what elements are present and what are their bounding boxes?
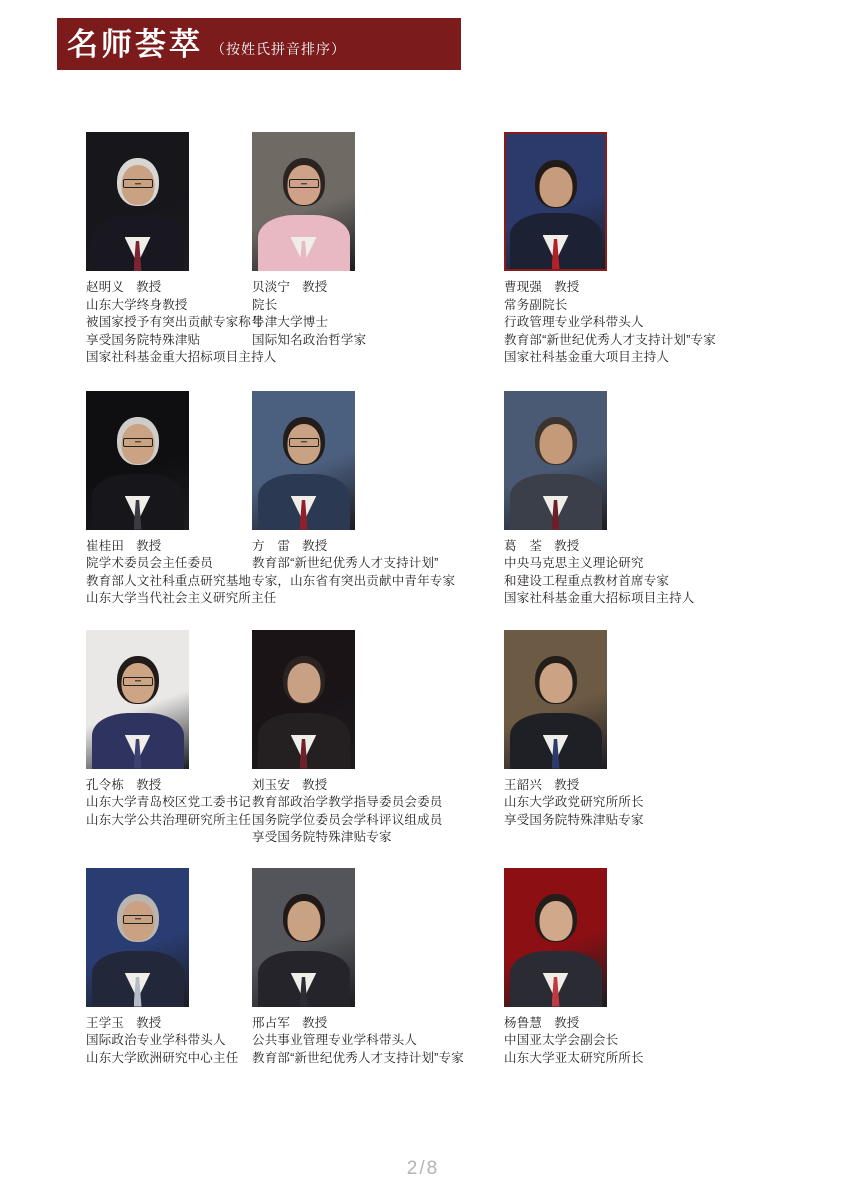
faculty-portrait xyxy=(252,868,355,1007)
glasses-icon xyxy=(123,677,153,686)
faculty-title: 教授 xyxy=(554,777,580,792)
faculty-name-line xyxy=(86,538,252,556)
faculty-detail-line: 国务院学位委员会学科评议组成员 xyxy=(252,812,443,827)
faculty-portrait xyxy=(504,630,607,769)
faculty-detail-line: 教育部“新世纪优秀人才支持计划”专家 xyxy=(504,332,716,347)
faculty-title: 教授 xyxy=(136,777,162,792)
faculty-name-line xyxy=(252,538,504,556)
faculty-info xyxy=(504,279,804,367)
faculty-portrait xyxy=(504,132,607,271)
faculty-portrait xyxy=(504,391,607,530)
page-number: 2/8 xyxy=(406,1158,440,1179)
faculty-name: 崔桂田 xyxy=(86,538,125,553)
faculty-detail-line: 山东大学公共治理研究所主任 xyxy=(86,812,252,827)
faculty-detail-line: 常务副院长 xyxy=(504,297,568,312)
faculty-row xyxy=(0,132,846,367)
glasses-icon xyxy=(289,438,319,447)
faculty-title: 教授 xyxy=(302,538,328,553)
faculty-portrait xyxy=(86,391,189,530)
faculty-detail-line: 教育部“新世纪优秀人才支持计划”专家 xyxy=(252,1050,464,1065)
faculty-detail-line: 和建设工程重点教材首席专家 xyxy=(504,573,670,588)
faculty-detail-line: 享受国务院特殊津贴专家 xyxy=(252,830,392,844)
faculty-row xyxy=(0,630,846,847)
faculty-name: 孔令栋 xyxy=(86,777,125,792)
faculty-name: 邢占军 xyxy=(252,1015,291,1030)
page-header-banner xyxy=(57,18,461,70)
faculty-name-line xyxy=(252,1015,504,1033)
faculty-info xyxy=(86,777,252,830)
faculty-detail-line: 山东大学欧洲研究中心主任 xyxy=(86,1050,239,1065)
faculty-name: 赵明义 xyxy=(86,280,125,294)
faculty-detail-line: 牛津大学博士 xyxy=(252,315,329,329)
faculty-info xyxy=(504,1015,804,1068)
faculty-detail-line: 山东大学青岛校区党工委书记 xyxy=(86,795,252,809)
faculty-info xyxy=(504,777,804,830)
faculty-detail-line: 公共事业管理专业学科带头人 xyxy=(252,1033,418,1047)
faculty-detail-line: 行政管理专业学科带头人 xyxy=(504,315,644,329)
faculty-portrait xyxy=(252,132,355,271)
faculty-title: 教授 xyxy=(302,777,328,792)
faculty-name-line xyxy=(86,777,252,795)
faculty-card xyxy=(504,868,804,1068)
glasses-icon xyxy=(123,438,153,447)
faculty-portrait xyxy=(86,132,189,271)
faculty-detail-line: 享受国务院特殊津贴 xyxy=(86,332,201,347)
faculty-name-line xyxy=(252,777,504,795)
faculty-card xyxy=(504,132,804,367)
faculty-title: 教授 xyxy=(302,1015,328,1030)
portrait-face xyxy=(287,663,320,703)
faculty-name: 葛 荃 xyxy=(504,538,543,553)
faculty-portrait xyxy=(86,868,189,1007)
faculty-detail-line: 院长 xyxy=(252,297,278,312)
faculty-name-line xyxy=(86,1015,252,1033)
faculty-card xyxy=(252,391,504,608)
faculty-portrait xyxy=(252,391,355,530)
faculty-name-line xyxy=(252,279,504,297)
page-title: 名师荟萃 xyxy=(67,26,203,62)
faculty-title: 教授 xyxy=(554,1015,580,1030)
faculty-info xyxy=(252,279,504,349)
faculty-detail-line: 享受国务院特殊津贴专家 xyxy=(504,812,644,827)
faculty-card xyxy=(252,868,504,1068)
faculty-detail-line: 被国家授予有突出贡献专家称号 xyxy=(86,315,264,329)
faculty-name-line xyxy=(504,538,804,556)
faculty-portrait xyxy=(504,868,607,1007)
faculty-info xyxy=(252,1015,504,1068)
glasses-icon xyxy=(123,915,153,924)
faculty-detail-line: 教育部政治学教学指导委员会委员 xyxy=(252,795,443,809)
faculty-detail-line: 院学术委员会主任委员 xyxy=(86,556,214,570)
faculty-row xyxy=(0,391,846,608)
faculty-card xyxy=(0,630,252,847)
faculty-card xyxy=(0,868,252,1068)
faculty-detail-line: 国际政治专业学科带头人 xyxy=(86,1033,226,1047)
faculty-info xyxy=(86,1015,252,1068)
portrait-face xyxy=(539,424,572,464)
faculty-title: 教授 xyxy=(302,280,328,294)
portrait-face xyxy=(287,901,320,941)
faculty-detail-line: 国家社科基金重大招标项目主持人 xyxy=(86,350,277,364)
faculty-detail-line: 教育部“新世纪优秀人才支持计划” xyxy=(252,556,439,570)
faculty-title: 教授 xyxy=(554,538,580,553)
faculty-detail-line: 国际知名政治哲学家 xyxy=(252,332,367,347)
faculty-card xyxy=(504,391,804,608)
faculty-portrait xyxy=(252,630,355,769)
faculty-card xyxy=(504,630,804,847)
faculty-title: 教授 xyxy=(136,280,162,294)
faculty-detail-line: 国家社科基金重大项目主持人 xyxy=(504,350,670,364)
faculty-name: 曹现强 xyxy=(504,280,543,294)
faculty-name: 杨鲁慧 xyxy=(504,1015,543,1030)
faculty-name-line xyxy=(86,279,252,297)
faculty-info xyxy=(504,538,804,608)
faculty-detail-line: 教育部人文社科重点研究基地 xyxy=(86,573,252,588)
faculty-info xyxy=(252,777,504,847)
faculty-portrait xyxy=(86,630,189,769)
faculty-name: 刘玉安 xyxy=(252,777,291,792)
faculty-detail-line: 中央马克思主义理论研究 xyxy=(504,556,644,570)
portrait-face xyxy=(539,901,572,941)
faculty-name: 王韶兴 xyxy=(504,777,543,792)
faculty-detail-line: 专家，山东省有突出贡献中青年专家 xyxy=(252,573,456,588)
faculty-info xyxy=(252,538,504,591)
glasses-icon xyxy=(289,179,319,188)
faculty-name: 方 雷 xyxy=(252,538,291,553)
portrait-face xyxy=(539,663,572,703)
portrait-face xyxy=(539,167,572,207)
faculty-detail-line: 国家社科基金重大招标项目主持人 xyxy=(504,591,695,605)
faculty-card xyxy=(252,630,504,847)
faculty-row xyxy=(0,868,846,1068)
faculty-name: 王学玉 xyxy=(86,1015,125,1030)
faculty-title: 教授 xyxy=(554,280,580,294)
faculty-name-line xyxy=(504,1015,804,1033)
faculty-name-line xyxy=(504,279,804,297)
faculty-card xyxy=(252,132,504,367)
faculty-name: 贝淡宁 xyxy=(252,280,291,294)
page-subtitle: （按姓氏拼音排序） xyxy=(211,40,346,57)
faculty-detail-line: 山东大学亚太研究所所长 xyxy=(504,1050,644,1065)
glasses-icon xyxy=(123,179,153,188)
faculty-detail-line: 中国亚太学会副会长 xyxy=(504,1033,619,1047)
faculty-detail-line: 山东大学终身教授 xyxy=(86,297,188,312)
faculty-detail-line: 山东大学政党研究所所长 xyxy=(504,795,644,809)
faculty-name-line xyxy=(504,777,804,795)
faculty-detail-line: 山东大学当代社会主义研究所主任 xyxy=(86,591,277,605)
faculty-title: 教授 xyxy=(136,1015,162,1030)
faculty-grid xyxy=(0,132,846,1067)
faculty-title: 教授 xyxy=(136,538,162,553)
